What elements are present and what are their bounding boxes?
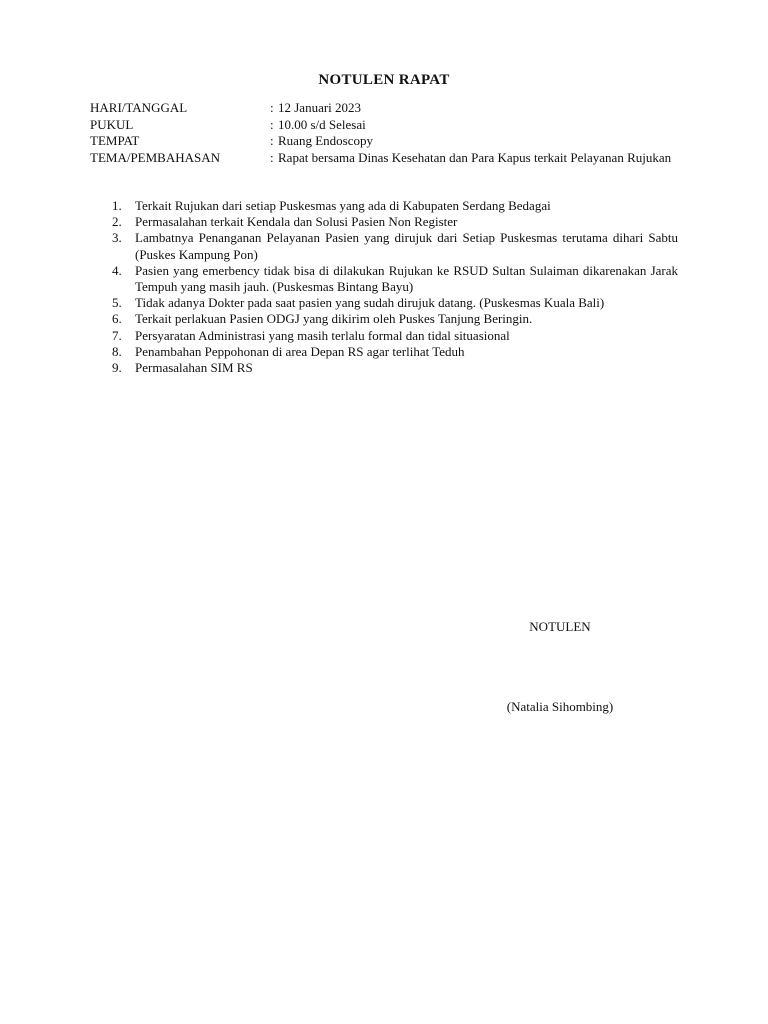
list-item-number: 7. xyxy=(112,327,122,343)
list-item-text: Permasalahan SIM RS xyxy=(135,360,253,376)
list-item-number: 2. xyxy=(112,214,122,230)
info-label: HARI/TANGGAL xyxy=(90,100,188,115)
signature-name: (Natalia Sihombing) xyxy=(506,699,614,714)
info-row-time xyxy=(90,117,680,134)
info-colon: : xyxy=(270,100,274,115)
info-value: 10.00 s/d Selesai xyxy=(278,116,366,132)
list-item xyxy=(90,214,678,230)
info-colon: : xyxy=(270,133,274,148)
info-label: TEMA/PEMBAHASAN xyxy=(90,149,221,165)
list-item-number: 4. xyxy=(112,262,122,278)
list-item-number: 5. xyxy=(112,295,122,311)
list-item-number: 1. xyxy=(112,198,122,213)
info-row-place xyxy=(90,133,680,150)
list-item xyxy=(90,328,678,344)
list-item-text: Permasalahan terkait Kendala dan Solusi Pasien Non Register xyxy=(135,214,458,230)
document-title: NOTULEN RAPAT xyxy=(318,72,450,88)
list-item xyxy=(90,311,678,327)
list-item-text: Lambatnya Penanganan Pelayanan Pasien yang dirujuk dari Setiap Puskesmas terutama dihari Sabtu (Puskes Kampung Pon) xyxy=(135,230,678,262)
list-item xyxy=(90,295,678,311)
list-item-text: Terkait perlakuan Pasien ODGJ yang dikirim oleh Puskes Tanjung Beringin. xyxy=(135,311,533,327)
info-value: Rapat bersama Dinas Kesehatan dan Para Kapus terkait Pelayanan Rujukan xyxy=(278,149,672,165)
list-item-text: Penambahan Peppohonan di area Depan RS agar terlihat Teduh xyxy=(135,343,465,359)
list-item-number: 9. xyxy=(112,360,122,376)
list-item xyxy=(90,360,678,376)
info-colon: : xyxy=(270,116,274,132)
list-item xyxy=(90,230,678,262)
info-label: PUKUL xyxy=(90,116,134,132)
list-item-number: 6. xyxy=(112,311,122,327)
info-row-date xyxy=(90,100,680,117)
list-item-text: Tidak adanya Dokter pada saat pasien yang sudah dirujuk datang. (Puskesmas Kuala Bali) xyxy=(135,295,605,311)
discussion-list xyxy=(90,198,678,376)
info-label: TEMPAT xyxy=(90,133,140,148)
list-item-text: Persyaratan Administrasi yang masih terlalu formal dan tidal situasional xyxy=(135,327,510,343)
list-item xyxy=(90,198,678,214)
signature-label: NOTULEN xyxy=(529,619,591,634)
list-item xyxy=(90,263,678,295)
list-item-text: Terkait Rujukan dari setiap Puskesmas yang ada di Kabupaten Serdang Bedagai xyxy=(135,198,551,213)
list-item-number: 3. xyxy=(112,230,122,246)
info-value: 12 Januari 2023 xyxy=(278,100,362,115)
info-value: Ruang Endoscopy xyxy=(278,133,373,148)
list-item xyxy=(90,344,678,360)
info-row-topic xyxy=(90,150,680,167)
info-colon: : xyxy=(270,149,274,165)
list-item-text: Pasien yang emerbency tidak bisa di dilakukan Rujukan ke RSUD Sultan Sulaiman dikarenakan Jarak Tempuh yang masih jauh. (Puskesmas Bintang Bayu) xyxy=(135,262,678,295)
meeting-info xyxy=(90,100,680,166)
list-item-number: 8. xyxy=(112,343,122,359)
